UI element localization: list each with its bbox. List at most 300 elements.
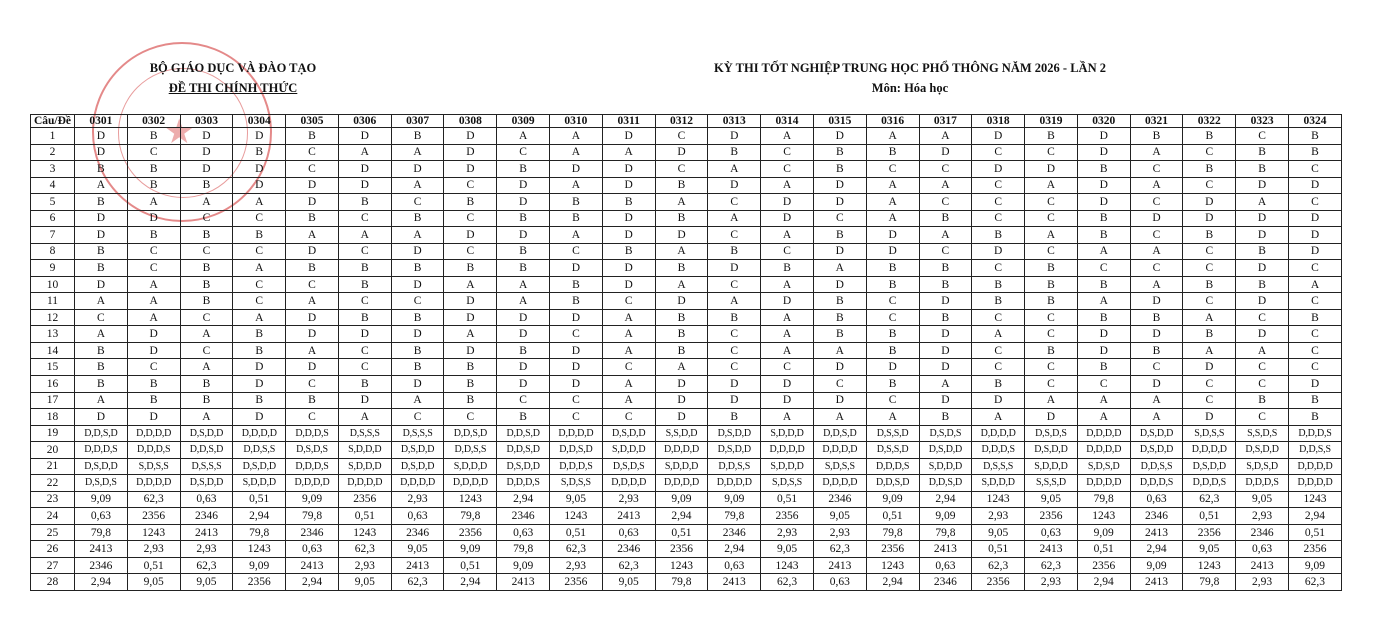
answer-cell: 0,63	[391, 508, 444, 525]
answer-cell: 0,51	[761, 491, 814, 508]
answer-cell: D	[1183, 409, 1236, 426]
answer-cell: B	[708, 243, 761, 260]
answer-cell: 2,94	[497, 491, 550, 508]
answer-cell: D	[391, 375, 444, 392]
answer-cell: 1243	[1183, 557, 1236, 574]
answer-cell: B	[1077, 359, 1130, 376]
answer-cell: B	[655, 342, 708, 359]
answer-cell: D	[444, 227, 497, 244]
answer-cell: B	[919, 276, 972, 293]
answer-cell: 9,09	[286, 491, 339, 508]
answer-cell: D	[391, 326, 444, 343]
answer-cell: B	[75, 194, 128, 211]
table-row	[31, 359, 1342, 376]
answer-cell: C	[550, 326, 603, 343]
answer-cell: C	[1288, 342, 1341, 359]
answer-cell: B	[75, 243, 128, 260]
answer-cell: 2,94	[708, 541, 761, 558]
answer-cell: A	[919, 375, 972, 392]
answer-cell: B	[338, 375, 391, 392]
answer-cell: A	[919, 177, 972, 194]
answer-cell: C	[444, 243, 497, 260]
answer-cell: A	[127, 309, 180, 326]
answer-cell: D,S,D,D	[919, 442, 972, 459]
answer-cell: B	[444, 359, 497, 376]
answer-cell: D,S,D,D	[180, 425, 233, 442]
table-row	[31, 326, 1342, 343]
answer-cell: B	[1025, 260, 1078, 277]
answer-cell: A	[1025, 227, 1078, 244]
answer-cell: S,S,D,D	[655, 425, 708, 442]
answer-cell: D,D,S,D	[444, 425, 497, 442]
answer-cell: S,S,S,D	[1025, 475, 1078, 492]
answer-cell: B	[866, 342, 919, 359]
answer-cell: A	[602, 144, 655, 161]
answer-cell: C	[708, 227, 761, 244]
answer-cell: D,D,D,S	[1236, 475, 1289, 492]
question-number: 5	[31, 194, 75, 211]
answer-cell: D	[602, 260, 655, 277]
table-row	[31, 210, 1342, 227]
answer-cell: D,S,D,D	[180, 475, 233, 492]
answer-cell: A	[761, 128, 814, 145]
answer-cell: 62,3	[127, 491, 180, 508]
table-row	[31, 144, 1342, 161]
answer-cell: D	[1183, 194, 1236, 211]
answer-cell: B	[338, 260, 391, 277]
answer-cell: C	[180, 243, 233, 260]
answer-cell: D	[127, 342, 180, 359]
answer-cell: A	[866, 194, 919, 211]
answer-cell: A	[180, 409, 233, 426]
answer-cell: D,D,D,D	[1077, 425, 1130, 442]
answer-cell: C	[1025, 309, 1078, 326]
question-number: 9	[31, 260, 75, 277]
answer-cell: C	[972, 177, 1025, 194]
answer-cell: B	[180, 276, 233, 293]
answer-cell: A	[233, 309, 286, 326]
answer-cell: B	[761, 260, 814, 277]
answer-cell: D,D,D,S	[286, 458, 339, 475]
exam-code-header: 0309	[497, 115, 550, 128]
answer-cell: A	[708, 161, 761, 178]
answer-cell: D	[75, 128, 128, 145]
answer-cell: A	[286, 342, 339, 359]
answer-cell: B	[1077, 161, 1130, 178]
exam-code-header: 0315	[813, 115, 866, 128]
answer-cell: B	[75, 359, 128, 376]
answer-cell: B	[1077, 210, 1130, 227]
answer-cell: A	[602, 309, 655, 326]
answer-cell: C	[550, 409, 603, 426]
answer-cell: D	[550, 342, 603, 359]
answer-cell: D	[919, 392, 972, 409]
answer-cell: 9,05	[127, 574, 180, 591]
answer-cell: D	[497, 375, 550, 392]
answer-cell: D,D,D,D	[655, 475, 708, 492]
answer-cell: D	[1077, 342, 1130, 359]
answer-cell: C	[338, 243, 391, 260]
answer-cell: C	[233, 293, 286, 310]
answer-cell: C	[1183, 375, 1236, 392]
table-row	[31, 227, 1342, 244]
answer-cell: 9,05	[391, 541, 444, 558]
answer-cell: D	[1236, 210, 1289, 227]
answer-cell: B	[1025, 342, 1078, 359]
answer-cell: S,D,D,D	[972, 475, 1025, 492]
answer-cell: 2356	[1077, 557, 1130, 574]
answer-cell: 9,05	[761, 541, 814, 558]
answer-cell: 2,93	[1236, 508, 1289, 525]
answer-cell: C	[1130, 161, 1183, 178]
answer-cell: D	[708, 375, 761, 392]
answer-cell: 0,63	[75, 508, 128, 525]
answer-cell: D,D,S,S	[1130, 458, 1183, 475]
answer-cell: D	[761, 194, 814, 211]
answer-cell: C	[761, 144, 814, 161]
answer-cell: B	[1025, 293, 1078, 310]
question-number: 24	[31, 508, 75, 525]
answer-cell: 2413	[813, 557, 866, 574]
answer-cell: B	[1288, 409, 1341, 426]
answer-cell: D,D,D,D	[1077, 442, 1130, 459]
answer-cell: A	[286, 227, 339, 244]
answer-cell: 2356	[1183, 524, 1236, 541]
answer-cell: 2413	[180, 524, 233, 541]
answer-cell: D,S,D,S	[286, 442, 339, 459]
answer-cell: C	[444, 409, 497, 426]
answer-cell: 9,05	[180, 574, 233, 591]
exam-code-header: 0303	[180, 115, 233, 128]
answer-cell: D	[813, 177, 866, 194]
answer-cell: D,S,D,D	[602, 425, 655, 442]
answer-cell: A	[1288, 276, 1341, 293]
answer-cell: B	[180, 177, 233, 194]
table-row	[31, 161, 1342, 178]
answer-cell: B	[1288, 309, 1341, 326]
answer-cell: D	[1077, 177, 1130, 194]
answer-cell: D,S,D,D	[1025, 442, 1078, 459]
answer-cell: C	[972, 260, 1025, 277]
answer-cell: S,D,S,S	[1183, 425, 1236, 442]
answer-cell: 2356	[338, 491, 391, 508]
answer-cell: B	[180, 375, 233, 392]
answer-cell: C	[127, 243, 180, 260]
answer-cell: A	[180, 326, 233, 343]
answer-cell: D,D,S,D	[497, 425, 550, 442]
answer-cell: C	[338, 359, 391, 376]
answer-cell: A	[602, 392, 655, 409]
answer-cell: D	[127, 409, 180, 426]
exam-code-header: 0323	[1236, 115, 1289, 128]
answer-cell: A	[761, 309, 814, 326]
answer-cell: D,D,D,D	[1288, 458, 1341, 475]
exam-code-header: 0312	[655, 115, 708, 128]
answer-cell: 2356	[866, 541, 919, 558]
answer-cell: D,S,S,D	[866, 425, 919, 442]
answer-cell: C	[1025, 194, 1078, 211]
answer-cell: 2413	[1025, 541, 1078, 558]
answer-cell: B	[497, 161, 550, 178]
answer-cell: D	[444, 309, 497, 326]
answer-cell: D,D,S,D	[180, 442, 233, 459]
answer-cell: 2,93	[180, 541, 233, 558]
answer-cell: C	[1025, 243, 1078, 260]
question-number: 8	[31, 243, 75, 260]
answer-cell: D	[1025, 409, 1078, 426]
answer-cell: 2,94	[1130, 541, 1183, 558]
answer-cell: B	[1025, 128, 1078, 145]
answer-cell: 9,05	[972, 524, 1025, 541]
answer-cell: A	[655, 194, 708, 211]
answer-cell: D,D,S,S	[233, 442, 286, 459]
answer-cell: D	[444, 161, 497, 178]
answer-cell: 2413	[708, 574, 761, 591]
answer-cell: C	[1130, 194, 1183, 211]
answer-cell: B	[813, 326, 866, 343]
question-number: 18	[31, 409, 75, 426]
answer-cell: D,S,S,D	[866, 442, 919, 459]
answer-cell: D	[602, 210, 655, 227]
answer-cell: 2346	[180, 508, 233, 525]
answer-cell: 1243	[550, 508, 603, 525]
seal-star-icon: ★	[164, 114, 195, 151]
answer-cell: C	[1025, 375, 1078, 392]
answer-cell: D	[813, 243, 866, 260]
answer-cell: D,D,D,S	[1183, 475, 1236, 492]
answer-cell: S,D,D,D	[233, 475, 286, 492]
answer-cell: C	[233, 210, 286, 227]
answer-cell: D	[1236, 227, 1289, 244]
answer-cell: 9,09	[655, 491, 708, 508]
exam-header	[600, 58, 1220, 98]
answer-cell: D	[286, 326, 339, 343]
answer-cell: 0,51	[1183, 508, 1236, 525]
table-row	[31, 458, 1342, 475]
answer-cell: A	[972, 326, 1025, 343]
answer-cell: D	[866, 243, 919, 260]
answer-cell: D,S,S,S	[338, 425, 391, 442]
answer-cell: B	[602, 243, 655, 260]
answer-cell: B	[602, 194, 655, 211]
table-row	[31, 260, 1342, 277]
answer-cell: D	[1025, 161, 1078, 178]
table-row	[31, 243, 1342, 260]
answer-cell: 0,51	[127, 557, 180, 574]
official-exam-label: ĐỀ THI CHÍNH THỨC	[168, 81, 298, 95]
answer-cell: D	[866, 227, 919, 244]
answer-cell: B	[444, 375, 497, 392]
answer-cell: 2,93	[338, 557, 391, 574]
answer-cell: C	[1183, 144, 1236, 161]
question-number: 19	[31, 425, 75, 442]
answer-cell: 2346	[1130, 508, 1183, 525]
answer-cell: D,D,S,D	[919, 475, 972, 492]
answer-cell: B	[391, 210, 444, 227]
answer-cell: 2,94	[655, 508, 708, 525]
answer-cell: D	[444, 342, 497, 359]
answer-cell: C	[708, 359, 761, 376]
answer-cell: A	[127, 293, 180, 310]
answer-cell: C	[1288, 194, 1341, 211]
answer-cell: D,S,D,D	[1183, 458, 1236, 475]
question-number: 3	[31, 161, 75, 178]
answer-cell: 79,8	[233, 524, 286, 541]
answer-cell: 1243	[444, 491, 497, 508]
answer-cell: C	[1288, 161, 1341, 178]
table-row	[31, 392, 1342, 409]
answer-cell: D	[813, 276, 866, 293]
answer-cell: C	[1130, 260, 1183, 277]
answer-cell: C	[813, 210, 866, 227]
answer-cell: D,S,D,D	[75, 458, 128, 475]
answer-cell: 9,05	[1183, 541, 1236, 558]
answer-cell: D	[708, 177, 761, 194]
answer-cell: S,D,D,D	[1025, 458, 1078, 475]
answer-cell: B	[497, 243, 550, 260]
exam-code-header: 0320	[1077, 115, 1130, 128]
answer-cell: D	[919, 144, 972, 161]
answer-cell: D	[550, 359, 603, 376]
answer-cell: A	[655, 243, 708, 260]
answer-cell: A	[75, 326, 128, 343]
answer-cell: D	[286, 309, 339, 326]
exam-code-header: 0314	[761, 115, 814, 128]
question-number: 6	[31, 210, 75, 227]
exam-code-header: 0318	[972, 115, 1025, 128]
answer-cell: D,D,D,D	[127, 425, 180, 442]
answer-cell: 9,05	[550, 491, 603, 508]
exam-code-header: 0324	[1288, 115, 1341, 128]
answer-cell: 0,51	[866, 508, 919, 525]
answer-cell: 62,3	[813, 541, 866, 558]
answer-cell: 79,8	[497, 541, 550, 558]
answer-cell: 2,93	[127, 541, 180, 558]
question-number: 26	[31, 541, 75, 558]
answer-cell: C	[708, 342, 761, 359]
answer-cell: D	[1288, 177, 1341, 194]
answer-cell: B	[866, 375, 919, 392]
answer-cell: 1243	[127, 524, 180, 541]
answer-cell: 2356	[1025, 508, 1078, 525]
answer-cell: A	[550, 227, 603, 244]
table-row	[31, 557, 1342, 574]
answer-cell: D,S,D,S	[1025, 425, 1078, 442]
table-row	[31, 276, 1342, 293]
answer-cell: D	[338, 177, 391, 194]
answer-cell: D	[813, 392, 866, 409]
answer-cell: A	[127, 276, 180, 293]
answer-cell: 62,3	[761, 574, 814, 591]
answer-cell: B	[497, 260, 550, 277]
question-number: 7	[31, 227, 75, 244]
answer-cell: C	[550, 392, 603, 409]
answer-cell: D	[708, 392, 761, 409]
answer-cell: C	[1288, 359, 1341, 376]
answer-cell: D,D,D,D	[708, 475, 761, 492]
answer-cell: D,D,S,D	[866, 475, 919, 492]
answer-cell: D	[919, 326, 972, 343]
answer-cell: 2,94	[866, 574, 919, 591]
answer-cell: C	[761, 243, 814, 260]
answer-cell: A	[708, 210, 761, 227]
answer-cell: B	[1236, 243, 1289, 260]
answer-cell: D	[127, 210, 180, 227]
answer-cell: 0,63	[286, 541, 339, 558]
answer-cell: C	[391, 194, 444, 211]
answer-cell: 2,93	[813, 524, 866, 541]
answer-cell: D	[1077, 144, 1130, 161]
answer-cell: A	[866, 128, 919, 145]
answer-cell: D	[761, 392, 814, 409]
question-number: 13	[31, 326, 75, 343]
answer-cell: 2413	[1130, 574, 1183, 591]
answer-cell: A	[1130, 243, 1183, 260]
answer-cell: 62,3	[602, 557, 655, 574]
question-number: 17	[31, 392, 75, 409]
answer-cell: B	[972, 375, 1025, 392]
answer-cell: A	[497, 276, 550, 293]
answer-cell: 2,94	[444, 574, 497, 591]
answer-cell: D,D,D,S	[550, 458, 603, 475]
answer-cell: B	[286, 210, 339, 227]
answer-cell: B	[655, 260, 708, 277]
answer-cell: C	[1025, 326, 1078, 343]
answer-cell: 0,51	[444, 557, 497, 574]
answer-cell: A	[180, 194, 233, 211]
answer-cell: D	[338, 392, 391, 409]
exam-code-header: 0321	[1130, 115, 1183, 128]
answer-cell: D	[497, 177, 550, 194]
answer-cell: S,D,S,D	[1236, 458, 1289, 475]
answer-cell: C	[286, 276, 339, 293]
answer-cell: 2356	[233, 574, 286, 591]
answer-cell: 2,93	[391, 491, 444, 508]
answer-cell: S,D,D,D	[655, 458, 708, 475]
answer-cell: 9,09	[1130, 557, 1183, 574]
answer-cell: B	[1183, 128, 1236, 145]
answer-cell: D	[919, 342, 972, 359]
answer-cell: B	[497, 210, 550, 227]
answer-cell: B	[866, 144, 919, 161]
answer-cell: A	[655, 359, 708, 376]
answer-cell: 0,51	[550, 524, 603, 541]
answer-cell: B	[391, 128, 444, 145]
answer-cell: 0,51	[1077, 541, 1130, 558]
answer-cell: D	[1236, 260, 1289, 277]
answer-cell: C	[338, 210, 391, 227]
answer-cell: D	[708, 260, 761, 277]
answer-cell: A	[761, 326, 814, 343]
answer-cell: B	[919, 409, 972, 426]
answer-cell: D	[1130, 293, 1183, 310]
answer-cell: A	[1025, 392, 1078, 409]
answer-cell: B	[550, 276, 603, 293]
exam-code-header: 0313	[708, 115, 761, 128]
answer-cell: D,D,D,D	[444, 475, 497, 492]
answer-cell: B	[444, 392, 497, 409]
answer-cell: 2413	[1236, 557, 1289, 574]
answer-cell: S,D,D,D	[602, 442, 655, 459]
answer-cell: 2346	[919, 574, 972, 591]
exam-code-header: 0301	[75, 115, 128, 128]
answer-cell: D,D,D,S	[866, 458, 919, 475]
answer-cell: D	[655, 144, 708, 161]
answer-cell: B	[655, 210, 708, 227]
answer-cell: D,D,D,D	[813, 475, 866, 492]
answer-cell: C	[127, 359, 180, 376]
answer-cell: B	[75, 161, 128, 178]
